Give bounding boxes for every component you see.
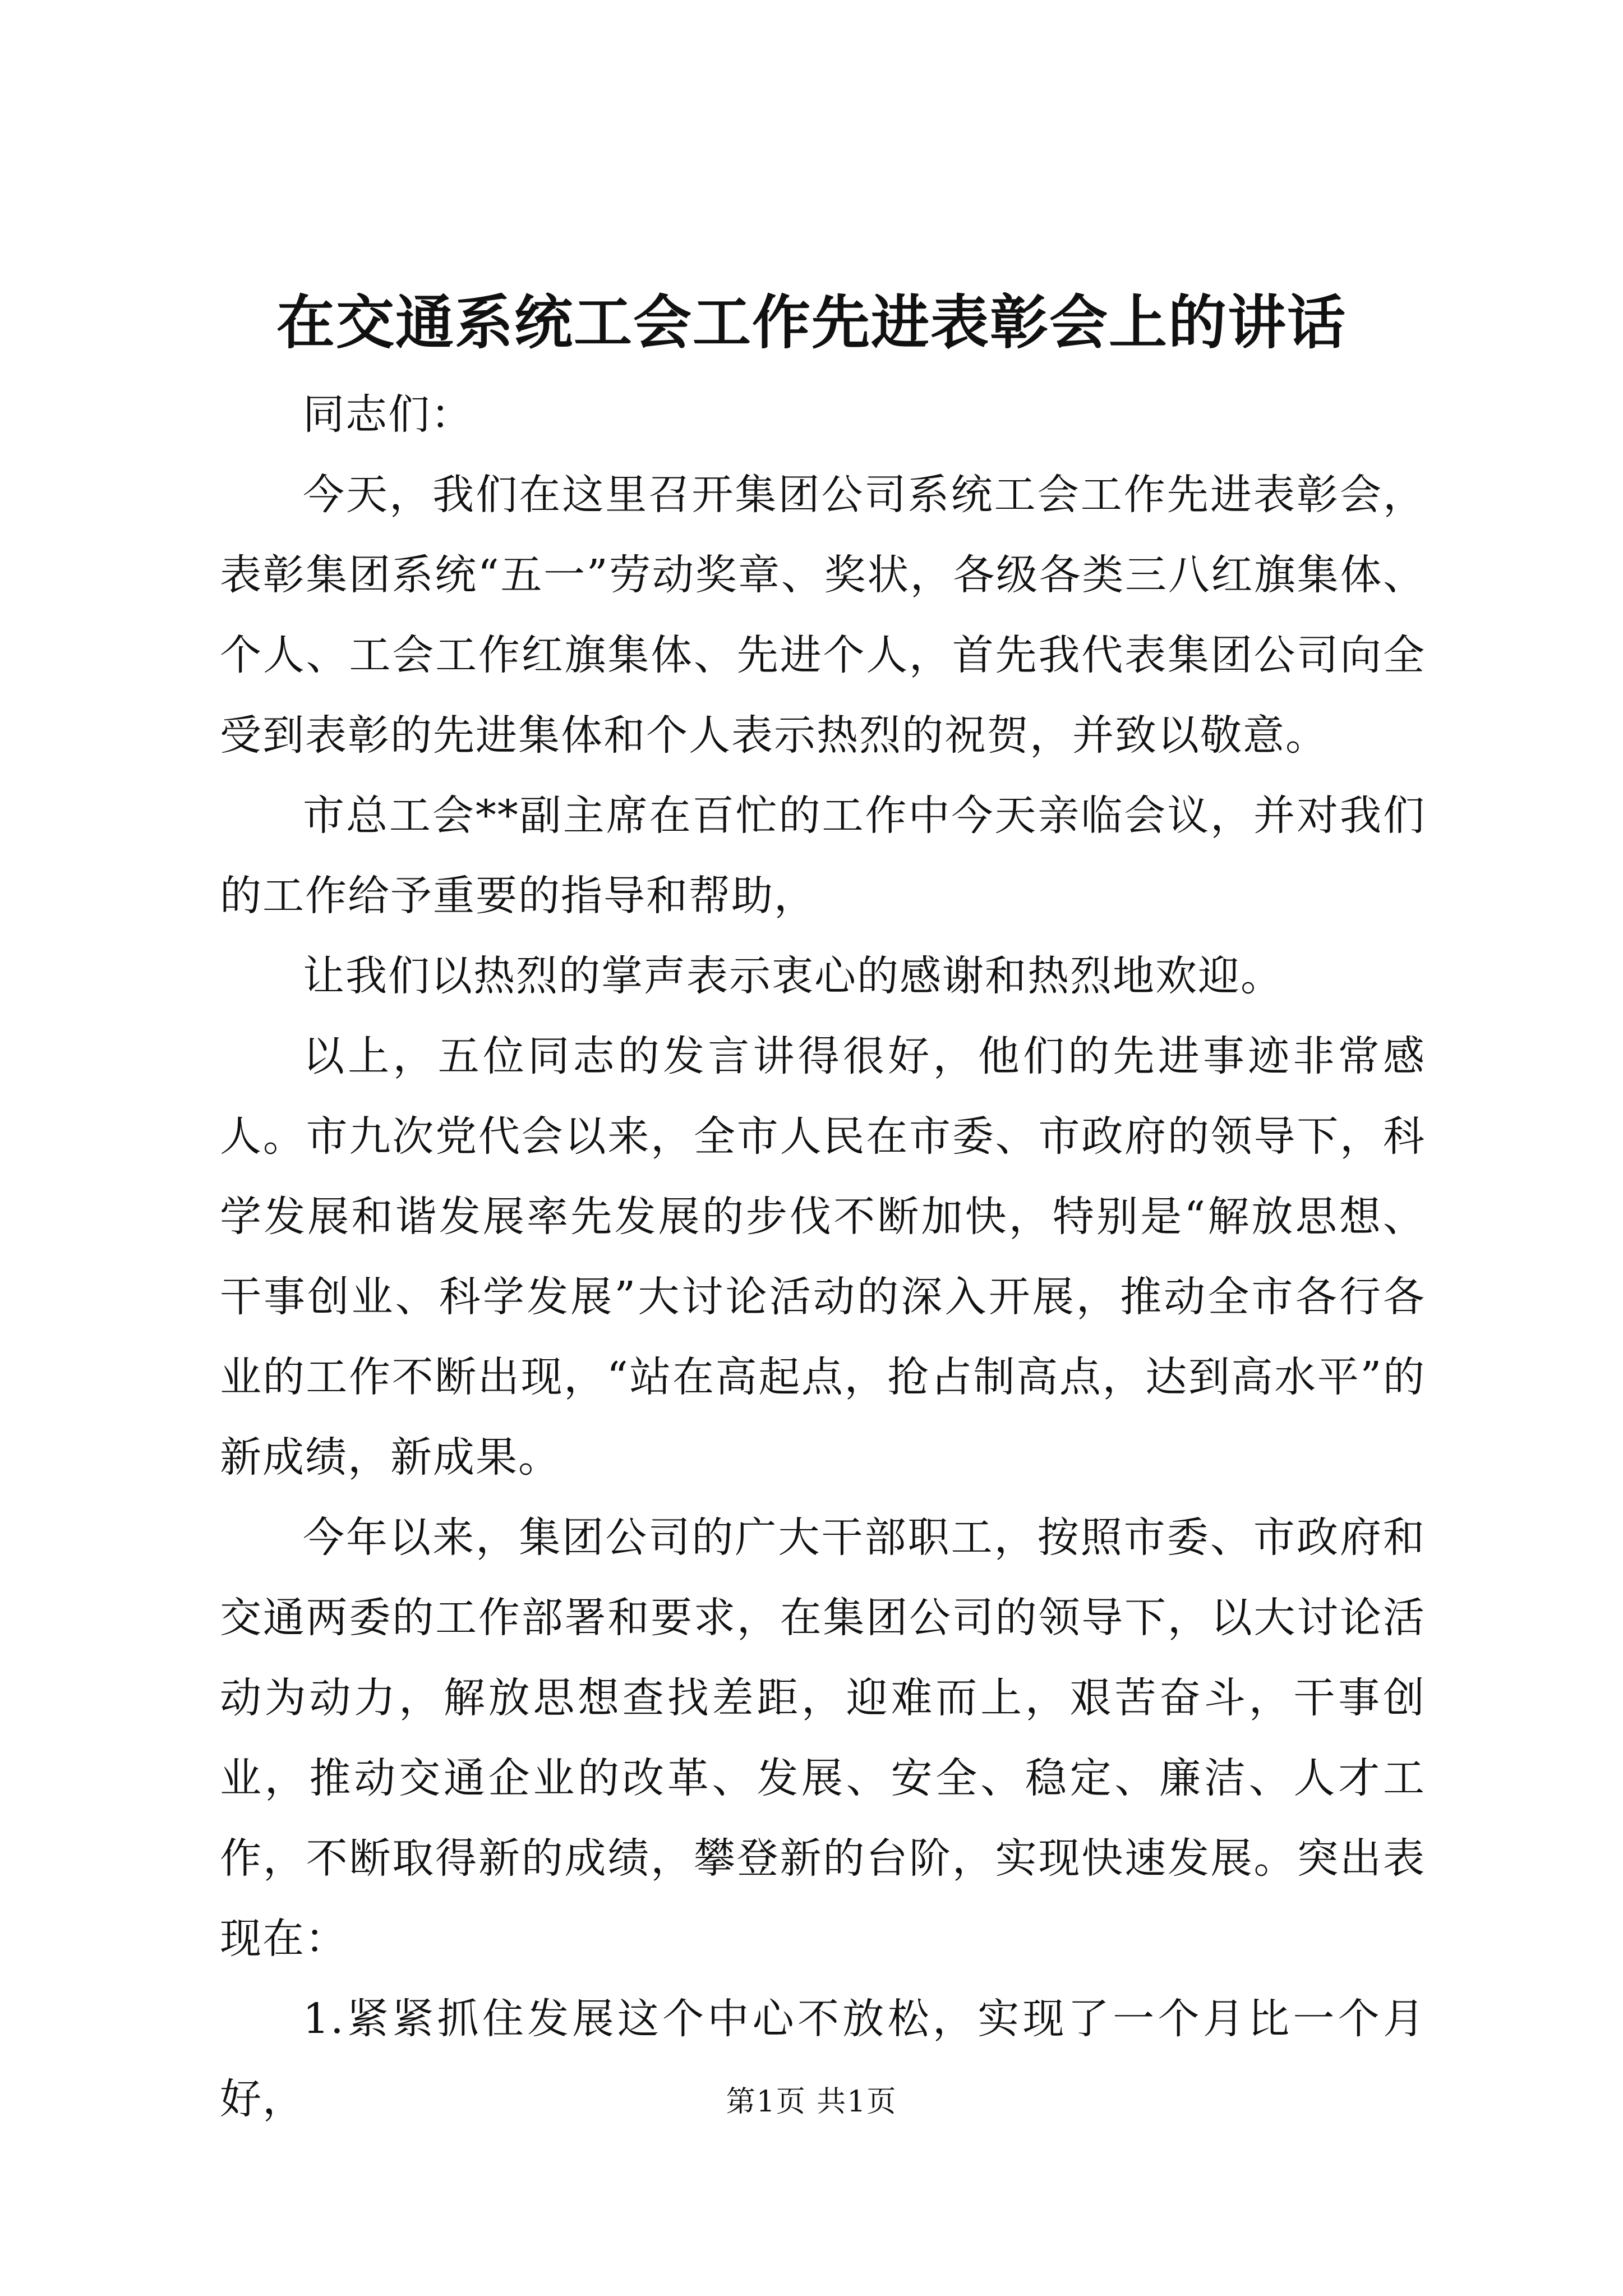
body-paragraph: 今天，我们在这里召开集团公司系统工会工作先进表彰会，表彰集团系统“五一”劳动奖章、奖状，各级各类三八红旗集体、个人、工会工作红旗集体、先进个人，首先我代表集团公司向全受到表彰的先进集体和个人表示热烈的祝贺，并致以敬意。 — [220, 471, 1426, 760]
page-number-label: 第1页 共1页 — [726, 2085, 897, 2119]
document-title: 在交通系统工会工作先进表彰会上的讲话 — [276, 288, 1347, 357]
salutation-paragraph: 同志们： — [303, 390, 473, 439]
body-paragraph: 1.紧紧抓住发展这个中心不放松，实现了一个月比一个月好， — [220, 1995, 1426, 2123]
body-paragraph: 市总工会**副主席在百忙的工作中今天亲临会议，并对我们的工作给予重要的指导和帮助， — [220, 792, 1426, 920]
page-footer — [0, 2082, 1623, 2122]
document-body — [220, 375, 1426, 2139]
body-paragraph: 今年以来，集团公司的广大干部职工，按照市委、市政府和交通两委的工作部署和要求，在集团公司的领导下，以大讨论活动为动力，解放思想查找差距，迎难而上，艰苦奋斗，干事创业，推动交通企业的改革、发展、安全、稳定、廉洁、人才工作，不断取得新的成绩，攀登新的台阶，实现快速发展。突出表现在： — [220, 1513, 1426, 1963]
body-paragraph: 以上，五位同志的发言讲得很好，他们的先进事迹非常感人。市九次党代会以来，全市人民在市委、市政府的领导下，科学发展和谐发展率先发展的步伐不断加快，特别是“解放思想、干事创业、科学发展”大讨论活动的深入开展，推动全市各行各业的工作不断出现，“站在高起点，抢占制高点，达到高水平”的新成绩，新成果。 — [220, 1032, 1426, 1481]
body-paragraph: 让我们以热烈的掌声表示衷心的感谢和热烈地欢迎。 — [303, 952, 1283, 1000]
